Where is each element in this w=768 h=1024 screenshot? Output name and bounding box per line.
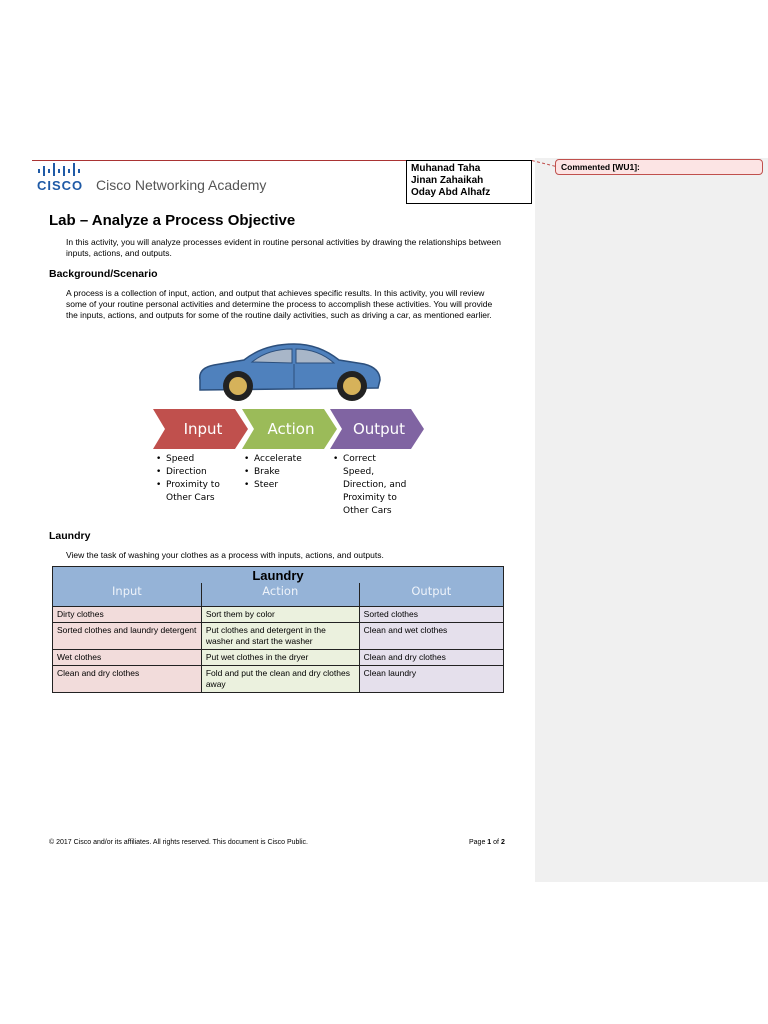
author-name: Muhanad Taha	[411, 163, 481, 174]
table-row	[53, 650, 504, 666]
laundry-heading: Laundry	[49, 530, 91, 542]
input-list	[156, 453, 234, 505]
page-title: Lab – Analyze a Process Objective	[49, 212, 296, 229]
page-number	[469, 839, 505, 846]
table-cell: Sort them by color	[201, 607, 359, 623]
table-cell: Put clothes and detergent in the washer and start the washer	[201, 623, 359, 650]
column-header: Output	[359, 583, 503, 607]
list-item: • Proximity to Other Cars	[156, 479, 234, 505]
list-item: • Brake	[244, 466, 324, 479]
car-icon	[194, 340, 384, 406]
chevron-label-output: Output	[352, 420, 406, 438]
table-cell: Wet clothes	[53, 650, 202, 666]
table-row	[53, 666, 504, 693]
background-heading: Background/Scenario	[49, 268, 158, 280]
cisco-logo-icon	[38, 163, 84, 177]
objective-paragraph: In this activity, you will analyze processes evident in routine personal activities by drawing the relationships between inputs, actions, and outputs.	[66, 237, 501, 258]
comment-balloon[interactable]	[555, 159, 763, 175]
header-rule	[32, 160, 406, 161]
table-cell: Clean and dry clothes	[359, 650, 503, 666]
academy-name: Cisco Networking Academy	[96, 177, 267, 193]
column-header: Input	[53, 583, 202, 607]
laundry-paragraph: View the task of washing your clothes as a process with inputs, actions, and outputs.	[66, 550, 384, 560]
copyright: © 2017 Cisco and/or its affiliates. All rights reserved. This document is Cisco Public.	[49, 839, 308, 846]
table-cell: Clean and dry clothes	[53, 666, 202, 693]
cisco-wordmark: CISCO	[37, 178, 84, 193]
column-header: Action	[201, 583, 359, 607]
author-name: Oday Abd Alhafz	[411, 187, 491, 198]
process-diagram	[153, 408, 427, 450]
page-prefix: Page	[469, 839, 488, 846]
chevron-label-action: Action	[267, 420, 315, 438]
chevron-label-input: Input	[183, 420, 223, 438]
page-current: 1	[487, 839, 492, 846]
page-of: of	[491, 839, 501, 846]
table-cell: Clean laundry	[359, 666, 503, 693]
table-title: Laundry	[53, 567, 504, 584]
list-item: • Correct Speed, Direction, and Proximity to Other Cars	[333, 453, 409, 518]
list-item: • Direction	[156, 466, 234, 479]
list-item: • Speed	[156, 453, 234, 466]
list-item: • Accelerate	[244, 453, 324, 466]
table-cell: Clean and wet clothes	[359, 623, 503, 650]
comment-label: Commented [WU1]:	[561, 162, 640, 172]
table-cell: Sorted clothes	[359, 607, 503, 623]
laundry-table	[52, 566, 504, 693]
comment-pane	[535, 158, 768, 882]
background-paragraph: A process is a collection of input, action, and output that achieves specific results. In this activity, you will review some of your routine personal activities and determine the process to accomplish these activities. You will provide the inputs, actions, and outputs for some of the routine daily activities, such as driving a car, as mentioned earlier.	[66, 288, 493, 320]
authors-box	[406, 160, 532, 204]
output-list	[333, 453, 409, 518]
table-cell: Dirty clothes	[53, 607, 202, 623]
table-cell: Fold and put the clean and dry clothes away	[201, 666, 359, 693]
table-cell: Put wet clothes in the dryer	[201, 650, 359, 666]
author-name: Jinan Zahaikah	[411, 175, 484, 186]
table-row	[53, 623, 504, 650]
table-row	[53, 607, 504, 623]
action-list	[244, 453, 324, 492]
page-total: 2	[500, 839, 505, 846]
table-cell: Sorted clothes and laundry detergent	[53, 623, 202, 650]
list-item: • Steer	[244, 479, 324, 492]
